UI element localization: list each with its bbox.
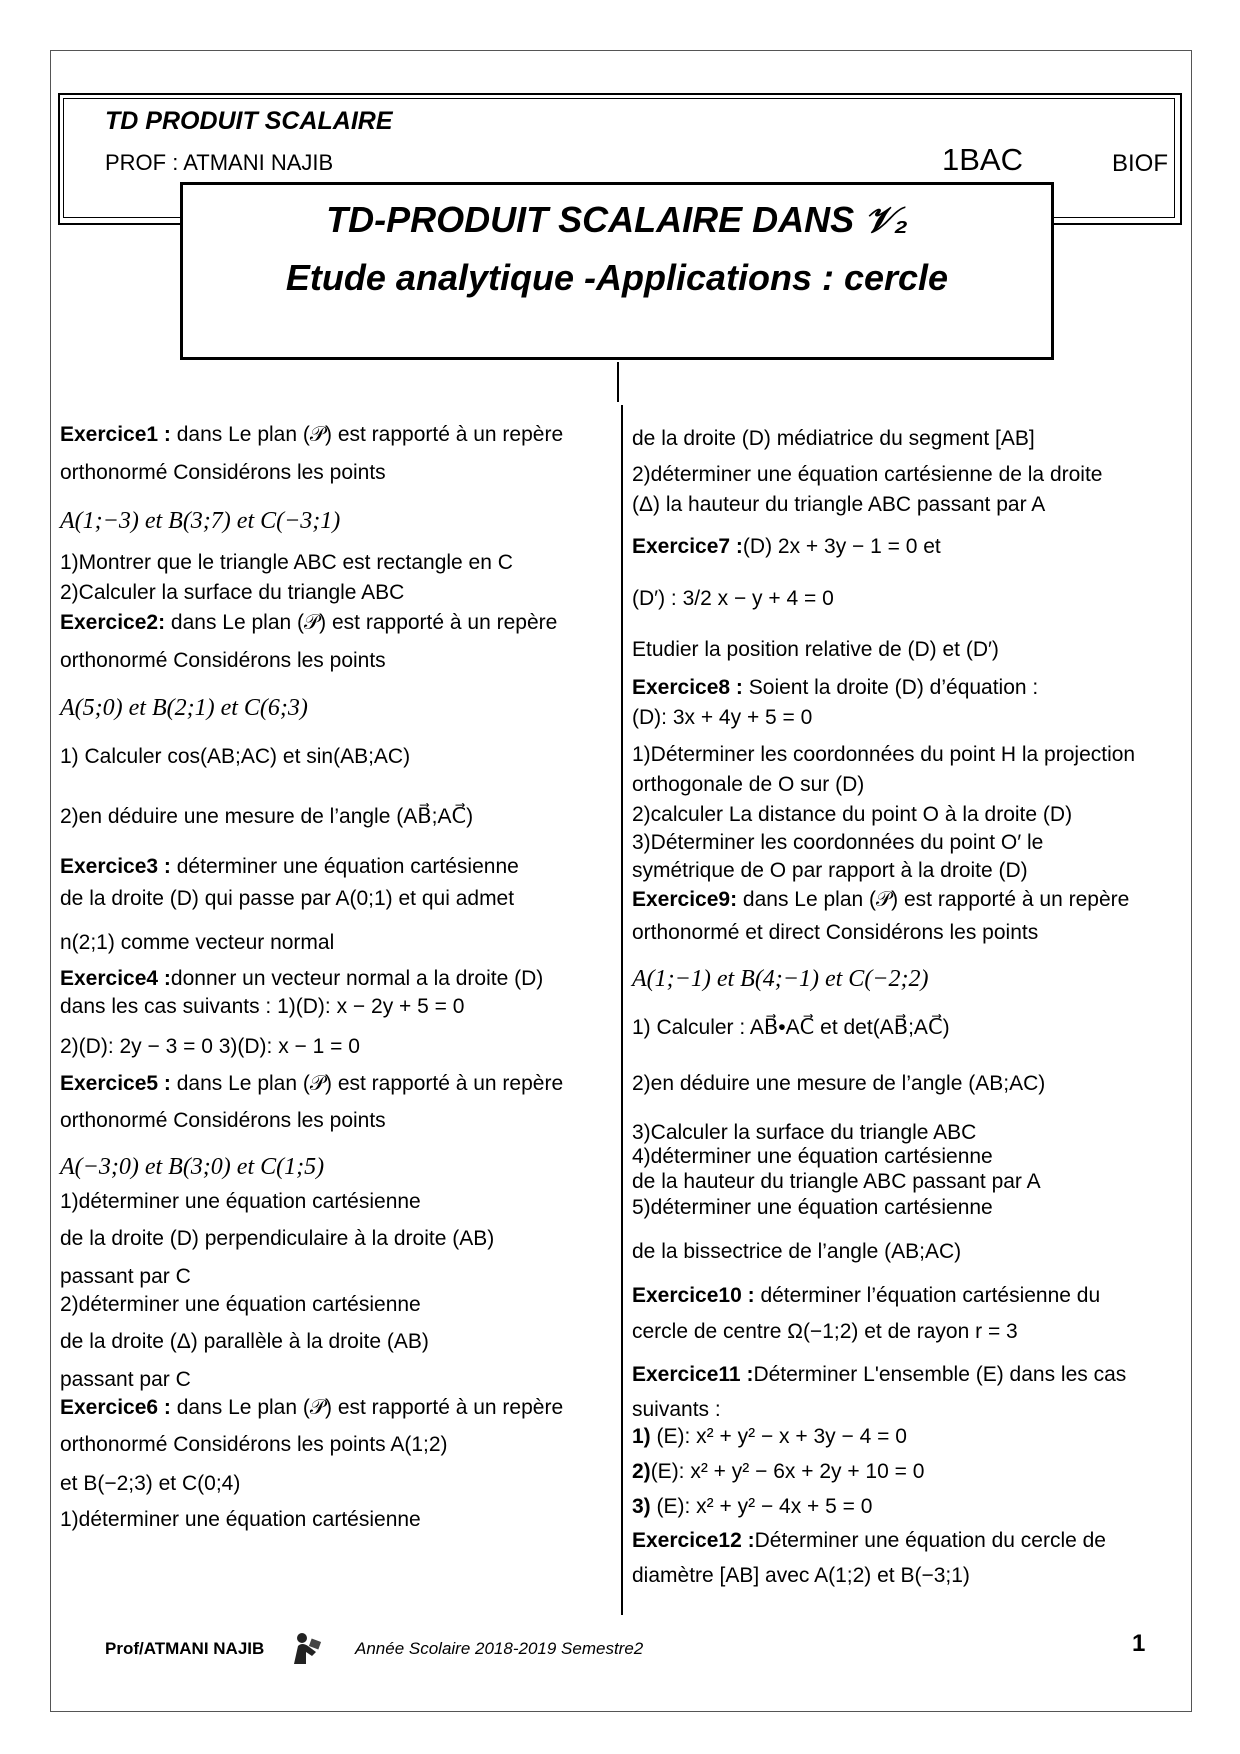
text-line xyxy=(632,674,1038,702)
text-line xyxy=(60,1225,494,1253)
text-line xyxy=(60,647,386,675)
line-text: A(−3;0) et B(3;0) et C(1;5) xyxy=(60,1154,325,1180)
line-text: A(1;−1) et B(4;−1) et C(−2;2) xyxy=(632,966,929,992)
text-line xyxy=(60,993,464,1021)
header-prof: PROF : ATMANI NAJIB xyxy=(105,150,334,175)
text-line xyxy=(60,579,404,607)
text-line xyxy=(632,1282,1100,1310)
line-text: diamètre [AB] avec A(1;2) et B(−3;1) xyxy=(632,1564,970,1587)
line-text: 5)déterminer une équation cartésienne xyxy=(632,1196,993,1219)
header-stream: BIOF xyxy=(1112,150,1169,177)
line-text: 2)(D): 2y − 3 = 0 3)(D): x − 1 = 0 xyxy=(60,1035,360,1058)
line-text: 2)en déduire une mesure de l’angle (AB⃗;AC⃗) xyxy=(60,805,474,828)
line-text: déterminer l’équation cartésienne du xyxy=(754,1284,1101,1307)
line-text: 3)Déterminer les coordonnées du point O′ le xyxy=(632,831,1044,854)
text-line xyxy=(632,741,1135,769)
line-text: n(2;1) comme vecteur normal xyxy=(60,931,335,954)
line-text: de la droite (D) médiatrice du segment [AB] xyxy=(632,427,1035,450)
exercise-label: 3) xyxy=(632,1495,651,1518)
line-text: orthonormé Considérons les points xyxy=(60,461,386,484)
line-text: dans Le plan (𝒫) est rapporté à un repère xyxy=(170,423,564,446)
line-text: 2)Calculer la surface du triangle ABC xyxy=(60,581,405,604)
line-text: symétrique de O par rapport à la droite (D) xyxy=(632,859,1028,882)
line-text: A(5;0) et B(2;1) et C(6;3) xyxy=(60,695,308,721)
text-line xyxy=(632,965,928,994)
column-divider xyxy=(621,405,623,1615)
text-line xyxy=(632,1238,961,1266)
header-level: 1BAC xyxy=(942,142,1023,177)
line-text: 1)Déterminer les coordonnées du point H la projection xyxy=(632,743,1136,766)
line-text: (Δ) la hauteur du triangle ABC passant par A xyxy=(632,493,1046,516)
text-line xyxy=(632,829,1043,857)
line-text: (D): 3x + 4y + 5 = 0 xyxy=(632,706,813,729)
text-line xyxy=(60,1107,386,1135)
exercise-label: Exercice5 : xyxy=(60,1072,171,1095)
text-line xyxy=(632,425,1035,453)
exercise-label: Exercice8 : xyxy=(632,676,743,699)
line-text: (D) 2x + 3y − 1 = 0 et xyxy=(742,535,941,558)
text-line xyxy=(60,1366,191,1394)
text-line xyxy=(60,1328,429,1356)
text-line xyxy=(60,1070,563,1098)
text-line xyxy=(60,885,514,913)
title-connector-rule xyxy=(617,362,619,402)
line-text: et B(−2;3) et C(0;4) xyxy=(60,1472,241,1495)
exercise-label: Exercice11 : xyxy=(632,1363,754,1386)
exercise-label: 2) xyxy=(632,1460,651,1483)
text-line xyxy=(632,1562,970,1590)
page-number: 1 xyxy=(1132,1630,1146,1657)
text-line xyxy=(632,636,999,664)
exercise-label: Exercice3 : xyxy=(60,855,171,878)
text-line xyxy=(60,1506,421,1534)
line-text: de la hauteur du triangle ABC passant par A xyxy=(632,1170,1041,1193)
exercise-label: Exercice9: xyxy=(632,888,738,911)
exercise-label: Exercice1 : xyxy=(60,423,171,446)
text-line xyxy=(632,1194,993,1222)
exercise-label: Exercice7 : xyxy=(632,535,743,558)
line-text: 4)déterminer une équation cartésienne xyxy=(632,1145,993,1168)
footer-year: Année Scolaire 2018-2019 Semestre2 xyxy=(355,1639,644,1658)
line-text: 1)déterminer une équation cartésienne xyxy=(60,1190,421,1213)
line-text: 2)calculer La distance du point O à la droite (D) xyxy=(632,803,1073,826)
exercise-label: Exercice12 : xyxy=(632,1529,755,1552)
text-line xyxy=(60,459,386,487)
line-text: orthonormé et direct Considérons les points xyxy=(632,921,1039,944)
text-line xyxy=(60,1394,563,1422)
line-text: (E): x² + y² − 6x + 2y + 10 = 0 xyxy=(650,1460,925,1483)
text-line xyxy=(632,1014,950,1042)
line-text: 2)déterminer une équation cartésienne xyxy=(60,1293,421,1316)
line-text: Etudier la position relative de (D) et (D′) xyxy=(632,638,999,661)
line-text: 3)Calculer la surface du triangle ABC xyxy=(632,1121,977,1144)
text-line xyxy=(60,507,340,536)
text-line xyxy=(632,1458,924,1486)
exercise-label: Exercice10 : xyxy=(632,1284,755,1307)
text-line xyxy=(632,1143,993,1171)
text-line xyxy=(60,965,543,993)
text-line xyxy=(632,1396,721,1424)
text-line xyxy=(60,1153,324,1182)
text-line xyxy=(632,585,834,613)
text-line xyxy=(60,743,410,771)
text-line xyxy=(632,919,1038,947)
text-line xyxy=(632,461,1102,489)
text-line xyxy=(60,803,473,831)
line-text: dans Le plan (𝒫) est rapporté à un repère xyxy=(170,1396,564,1419)
text-line xyxy=(60,1033,360,1061)
line-text: donner un vecteur normal a la droite (D) xyxy=(170,967,544,990)
line-text: passant par C xyxy=(60,1368,191,1391)
line-text: dans Le plan (𝒫) est rapporté à un repère xyxy=(737,888,1130,911)
line-text: Déterminer une équation du cercle de xyxy=(754,1529,1106,1552)
line-text: 2)déterminer une équation cartésienne de la droite xyxy=(632,463,1103,486)
text-line xyxy=(632,704,812,732)
footer-author: Prof/ATMANI NAJIB xyxy=(105,1639,265,1658)
text-line xyxy=(60,1431,448,1459)
text-line xyxy=(632,1493,872,1521)
line-text: (D′) : 3/2 x − y + 4 = 0 xyxy=(632,587,834,610)
text-line xyxy=(632,1168,1041,1196)
exercise-label: Exercice4 : xyxy=(60,967,171,990)
exercise-label: 1) xyxy=(632,1425,651,1448)
line-text: (E): x² + y² − 4x + 5 = 0 xyxy=(650,1495,873,1518)
text-line xyxy=(60,421,563,449)
line-text: dans les cas suivants : 1)(D): x − 2y + 5 = 0 xyxy=(60,995,465,1018)
text-line xyxy=(60,853,519,881)
line-text: 1)déterminer une équation cartésienne xyxy=(60,1508,421,1531)
line-text: orthogonale de O sur (D) xyxy=(632,773,865,796)
text-line xyxy=(60,1263,191,1291)
line-text: orthonormé Considérons les points xyxy=(60,1109,386,1132)
line-text: 2)en déduire une mesure de l’angle (AB;AC) xyxy=(632,1072,1046,1095)
text-line xyxy=(60,549,513,577)
line-text: 1) Calculer cos(AB;AC) et sin(AB;AC) xyxy=(60,745,411,768)
line-text: suivants : xyxy=(632,1398,721,1421)
title-line-1: TD-PRODUIT SCALAIRE DANS 𝒱₂ xyxy=(326,199,908,240)
line-text: dans Le plan (𝒫) est rapporté à un repère xyxy=(165,611,558,634)
text-line xyxy=(632,886,1129,914)
line-text: orthonormé Considérons les points A(1;2) xyxy=(60,1433,448,1456)
line-text: orthonormé Considérons les points xyxy=(60,649,386,672)
text-line xyxy=(60,609,557,637)
text-line xyxy=(632,533,941,561)
text-line xyxy=(632,491,1045,519)
text-line xyxy=(632,1423,907,1451)
line-text: de la droite (Δ) parallèle à la droite (AB) xyxy=(60,1330,429,1353)
line-text: 1)Montrer que le triangle ABC est rectangle en C xyxy=(60,551,513,574)
line-text: Déterminer L'ensemble (E) dans les cas xyxy=(753,1363,1127,1386)
line-text: dans Le plan (𝒫) est rapporté à un repère xyxy=(170,1072,564,1095)
line-text: de la bissectrice de l’angle (AB;AC) xyxy=(632,1240,962,1263)
line-text: passant par C xyxy=(60,1265,191,1288)
text-line xyxy=(632,801,1072,829)
line-text: 1) Calculer : AB⃗•AC⃗ et det(AB⃗;AC⃗) xyxy=(632,1016,950,1039)
line-text: de la droite (D) perpendiculaire à la droite (AB) xyxy=(60,1227,495,1250)
header-title: TD PRODUIT SCALAIRE xyxy=(105,107,393,135)
line-text: de la droite (D) qui passe par A(0;1) et qui admet xyxy=(60,887,515,910)
line-text: (E): x² + y² − x + 3y − 4 = 0 xyxy=(650,1425,907,1448)
line-text: déterminer une équation cartésienne xyxy=(170,855,519,878)
text-line xyxy=(632,1527,1106,1555)
text-line xyxy=(632,1318,1018,1346)
text-line xyxy=(632,1070,1045,1098)
line-text: A(1;−3) et B(3;7) et C(−3;1) xyxy=(60,508,341,534)
text-line xyxy=(60,1188,421,1216)
line-text: Soient la droite (D) d’équation : xyxy=(742,676,1039,699)
text-line xyxy=(60,929,334,957)
text-line xyxy=(632,771,864,799)
text-line xyxy=(632,857,1028,885)
exercise-label: Exercice6 : xyxy=(60,1396,171,1419)
text-line xyxy=(60,694,308,723)
text-line xyxy=(60,1470,240,1498)
text-line xyxy=(632,1361,1126,1389)
title-line-2: Etude analytique -Applications : cercle xyxy=(285,257,949,298)
title-box xyxy=(180,182,1054,360)
text-line xyxy=(60,1291,421,1319)
person-reading-icon xyxy=(288,1630,324,1666)
exercise-label: Exercice2: xyxy=(60,611,166,634)
line-text: cercle de centre Ω(−1;2) et de rayon r = 3 xyxy=(632,1320,1018,1343)
